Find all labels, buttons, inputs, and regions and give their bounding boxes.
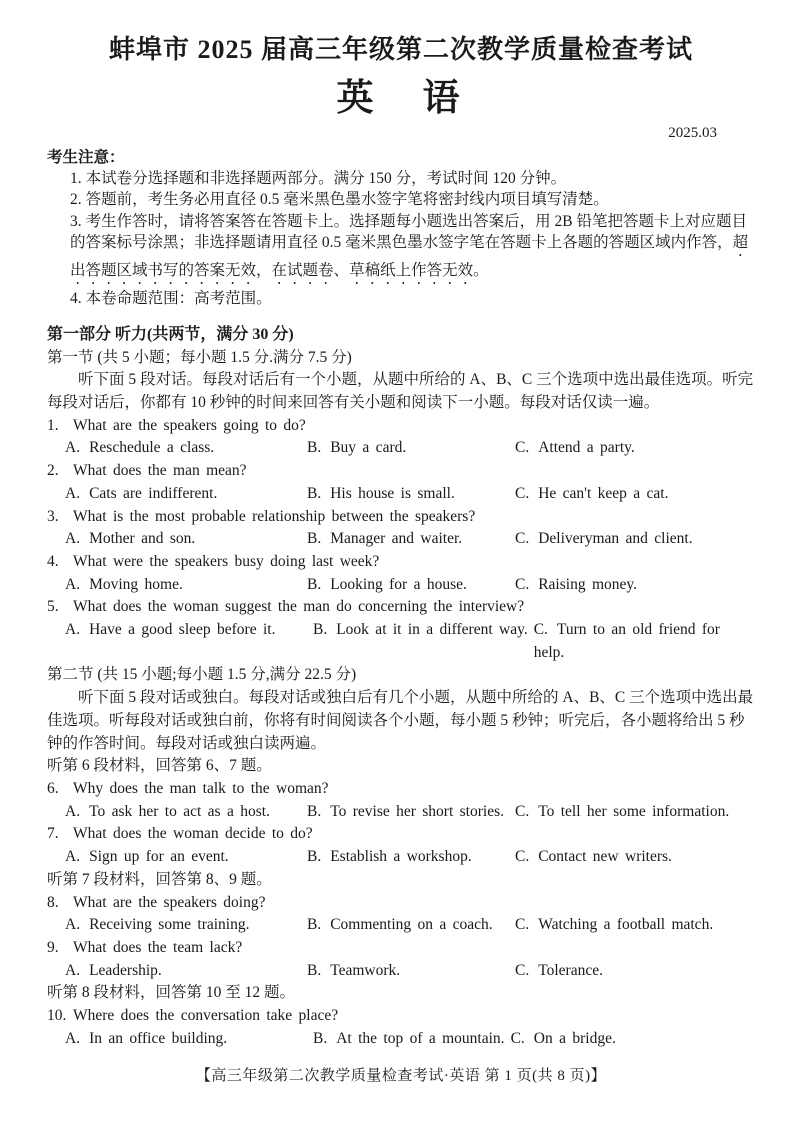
option-label: A.	[65, 439, 81, 457]
notice-emphasized-text: 超出答题区域书写的答案无效	[70, 234, 749, 280]
options-row	[47, 846, 755, 869]
option-label: B.	[307, 575, 322, 593]
notice-item-number: 2.	[70, 191, 82, 209]
question-text: Where does the conversation take place?	[73, 1007, 339, 1025]
option-label: A.	[65, 802, 81, 820]
option-label: C.	[515, 916, 530, 934]
option-b	[307, 846, 515, 869]
option-text: Reschedule a class.	[89, 439, 215, 457]
question-5	[47, 596, 755, 664]
option-label: C.	[515, 961, 530, 979]
option-label: C.	[515, 575, 530, 593]
option-text: His house is small.	[330, 484, 455, 502]
option-c	[515, 914, 755, 937]
group-lead-1: 听第 6 段材料，回答第 6、7 题。	[47, 757, 272, 775]
option-label: C.	[515, 530, 530, 548]
option-b	[307, 574, 515, 597]
option-text: Sign up for an event.	[89, 848, 229, 866]
question-line	[47, 1005, 755, 1028]
option-text: In an office building.	[89, 1029, 228, 1047]
option-text: Contact new writers.	[538, 848, 672, 866]
page-footer: 【高三年级第二次教学质量检查考试·英语 第 1 页(共 8 页)】	[195, 1068, 607, 1085]
option-text: To ask her to act as a host.	[89, 802, 270, 820]
question-8	[47, 892, 755, 937]
option-label: B.	[307, 484, 322, 502]
notice-item-text: 、	[333, 262, 350, 280]
question-number: 2.	[47, 462, 59, 480]
notice-item-3	[70, 211, 755, 288]
notice-item-text: 本试卷分选择题和非选择题两部分。满分 150 分，考试时间 120 分钟。	[85, 170, 567, 187]
option-label: C.	[515, 484, 530, 502]
option-label: C.	[510, 1029, 525, 1047]
part1-heading: 第一部分 听力(共两节，满分 30 分)	[47, 325, 294, 343]
question-text: What are the speakers doing?	[73, 893, 266, 911]
question-number: 6.	[47, 779, 59, 797]
option-text: At the top of a mountain.	[336, 1029, 505, 1047]
exam-title: 蚌埠市 2025 届高三年级第二次教学质量检查考试	[108, 35, 693, 64]
option-text: Looking for a house.	[330, 575, 467, 593]
option-text: Cats are indifferent.	[89, 484, 218, 502]
notice-item-text: 本卷命题范围：高考范围。	[85, 290, 272, 308]
option-label: B.	[307, 961, 322, 979]
option-b	[313, 1028, 505, 1051]
option-text: Receiving some training.	[89, 916, 250, 934]
question-text: Why does the man talk to the woman?	[73, 779, 329, 797]
option-text: Look at it in a different way.	[336, 621, 528, 639]
question-line	[47, 937, 755, 960]
question-number: 5.	[47, 598, 59, 616]
option-c	[515, 437, 755, 460]
notice-item-1	[70, 168, 755, 189]
notice-item-text: 答题前，考生务必用直径 0.5 毫米黑色墨水签字笔将密封线内项目填写清楚。	[85, 191, 609, 209]
option-label: A.	[65, 621, 81, 639]
option-a	[65, 574, 307, 597]
option-b	[307, 801, 515, 824]
option-text: Commenting on a coach.	[330, 916, 493, 934]
option-text: Tolerance.	[538, 961, 603, 979]
option-c	[515, 960, 755, 983]
question-text: What does the woman decide to do?	[73, 825, 313, 843]
question-line	[47, 778, 755, 801]
question-line	[47, 823, 755, 846]
notice-item-number: 4.	[70, 290, 82, 308]
option-c	[515, 483, 755, 506]
notice-item-number: 1.	[70, 170, 82, 187]
question-line	[47, 460, 755, 483]
notice-emphasized-text: 草稿纸上作答无效	[349, 262, 474, 280]
option-label: A.	[65, 1029, 81, 1047]
section2-heading: 第二节 (共 15 小题;每小题 1.5 分,满分 22.5 分)	[47, 666, 357, 684]
section2-instructions: 听下面 5 段对话或独白。每段对话或独白后有几个小题，从题中所给的 A、B、C 三个选项中选出最佳选项。听每段对话或独白前，你将有时间阅读各个小题，每小题 5 秒钟；听完后，各小题将给出 5 秒钟的作答时间。每段对话或独白读两遍。	[47, 689, 754, 752]
notice-item-4	[70, 288, 755, 309]
question-9	[47, 937, 755, 982]
option-b	[307, 960, 515, 983]
option-text: To tell her some information.	[538, 802, 730, 820]
option-c	[515, 846, 755, 869]
question-text: What were the speakers busy doing last week?	[73, 552, 380, 570]
question-line	[47, 551, 755, 574]
option-b	[307, 528, 515, 551]
option-text: To revise her short stories.	[330, 802, 504, 820]
option-text: Moving home.	[89, 575, 183, 593]
notice-item-text: ，	[256, 262, 272, 280]
question-text: What is the most probable relationship between the speakers?	[73, 507, 476, 525]
option-label: C.	[515, 848, 530, 866]
option-label: A.	[65, 848, 81, 866]
section1-instructions: 听下面 5 段对话。每段对话后有一个小题，从题中所给的 A、B、C 三个选项中选出最佳选项。听完每段对话后，你都有 10 秒钟的时间来回答有关小题和阅读下一小题。每段对话仅读一遍。	[47, 371, 754, 412]
options-row	[47, 483, 755, 506]
option-c	[511, 1028, 755, 1051]
question-text: What does the team lack?	[73, 938, 243, 956]
question-number: 7.	[47, 825, 59, 843]
option-c	[515, 574, 755, 597]
option-a	[65, 914, 307, 937]
option-b	[307, 437, 515, 460]
option-a	[65, 437, 307, 460]
option-text: Attend a party.	[538, 439, 635, 457]
option-text: He can't keep a cat.	[538, 484, 669, 502]
option-a	[65, 960, 307, 983]
option-label: A.	[65, 916, 81, 934]
group-lead-3: 听第 8 段材料，回答第 10 至 12 题。	[47, 984, 296, 1002]
notice-item-2	[70, 189, 755, 210]
option-label: C.	[515, 802, 530, 820]
option-text: Deliveryman and client.	[538, 530, 693, 548]
question-line	[47, 506, 755, 529]
question-1	[47, 415, 755, 460]
option-c	[515, 528, 755, 551]
notice-emphasized-text: 在试题卷	[271, 262, 334, 280]
question-number: 9.	[47, 938, 59, 956]
question-6	[47, 778, 755, 823]
question-number: 3.	[47, 507, 59, 525]
question-7	[47, 823, 755, 868]
question-3	[47, 506, 755, 551]
option-text: Mother and son.	[89, 530, 196, 548]
option-label: B.	[307, 802, 322, 820]
question-line	[47, 415, 755, 438]
option-a	[65, 528, 307, 551]
option-text: Watching a football match.	[538, 916, 714, 934]
option-label: B.	[313, 1029, 328, 1047]
option-a	[65, 846, 307, 869]
question-line	[47, 596, 755, 619]
option-a	[65, 1028, 307, 1051]
options-row	[47, 1028, 755, 1051]
section1-heading: 第一节 (共 5 小题；每小题 1.5 分.满分 7.5 分)	[47, 348, 352, 366]
question-text: What does the woman suggest the man do concerning the interview?	[73, 598, 525, 616]
options-row	[47, 528, 755, 551]
option-label: C.	[533, 621, 548, 639]
question-number: 1.	[47, 416, 59, 434]
option-c	[534, 619, 755, 664]
option-b	[313, 619, 528, 664]
option-label: A.	[65, 575, 81, 593]
option-label: A.	[65, 530, 81, 548]
options-row	[47, 914, 755, 937]
notice-list	[47, 168, 755, 310]
option-c	[515, 801, 755, 824]
option-text: Manager and waiter.	[330, 530, 463, 548]
subject-title: 英 语	[336, 78, 466, 119]
question-line	[47, 892, 755, 915]
option-text: On a bridge.	[533, 1029, 616, 1047]
question-text: What are the speakers going to do?	[73, 416, 306, 434]
question-number: 4.	[47, 552, 59, 570]
question-number: 10.	[47, 1007, 67, 1025]
options-row	[47, 619, 755, 664]
option-label: B.	[313, 621, 328, 639]
option-label: A.	[65, 484, 81, 502]
group-lead-2: 听第 7 段材料，回答第 8、9 题。	[47, 870, 272, 888]
options-row	[47, 437, 755, 460]
option-label: B.	[307, 439, 322, 457]
option-text: Teamwork.	[330, 961, 401, 979]
option-b	[307, 914, 515, 937]
option-a	[65, 483, 307, 506]
option-label: C.	[515, 439, 530, 457]
option-label: B.	[307, 916, 322, 934]
notice-item-number: 3.	[70, 212, 82, 230]
option-label: A.	[65, 961, 81, 979]
question-2	[47, 460, 755, 505]
question-number: 8.	[47, 893, 59, 911]
options-row	[47, 801, 755, 824]
question-text: What does the man mean?	[73, 462, 247, 480]
option-text: Buy a card.	[330, 439, 407, 457]
option-a	[65, 801, 307, 824]
option-a	[65, 619, 307, 664]
option-text: Leadership.	[89, 961, 162, 979]
option-text: Turn to an old friend for help.	[533, 621, 720, 661]
option-b	[307, 483, 515, 506]
notice-item-text: 考生作答时，请将答案答在答题卡上。选择题每小题选出答案后，用 2B 铅笔把答题卡上对应题目的答案标号涂黑；非选择题请用直径 0.5 毫米黑色墨水签字笔在答题卡上各题的答题区域内作答，	[70, 212, 747, 252]
option-text: Raising money.	[538, 575, 638, 593]
notice-item-text: 。	[473, 262, 489, 280]
option-label: B.	[307, 848, 322, 866]
exam-date: 2025.03	[668, 125, 717, 141]
options-row	[47, 574, 755, 597]
option-label: B.	[307, 530, 322, 548]
question-4	[47, 551, 755, 596]
question-10	[47, 1005, 755, 1050]
option-text: Establish a workshop.	[330, 848, 472, 866]
options-row	[47, 960, 755, 983]
notice-heading: 考生注意：	[47, 149, 125, 166]
option-text: Have a good sleep before it.	[89, 621, 276, 639]
